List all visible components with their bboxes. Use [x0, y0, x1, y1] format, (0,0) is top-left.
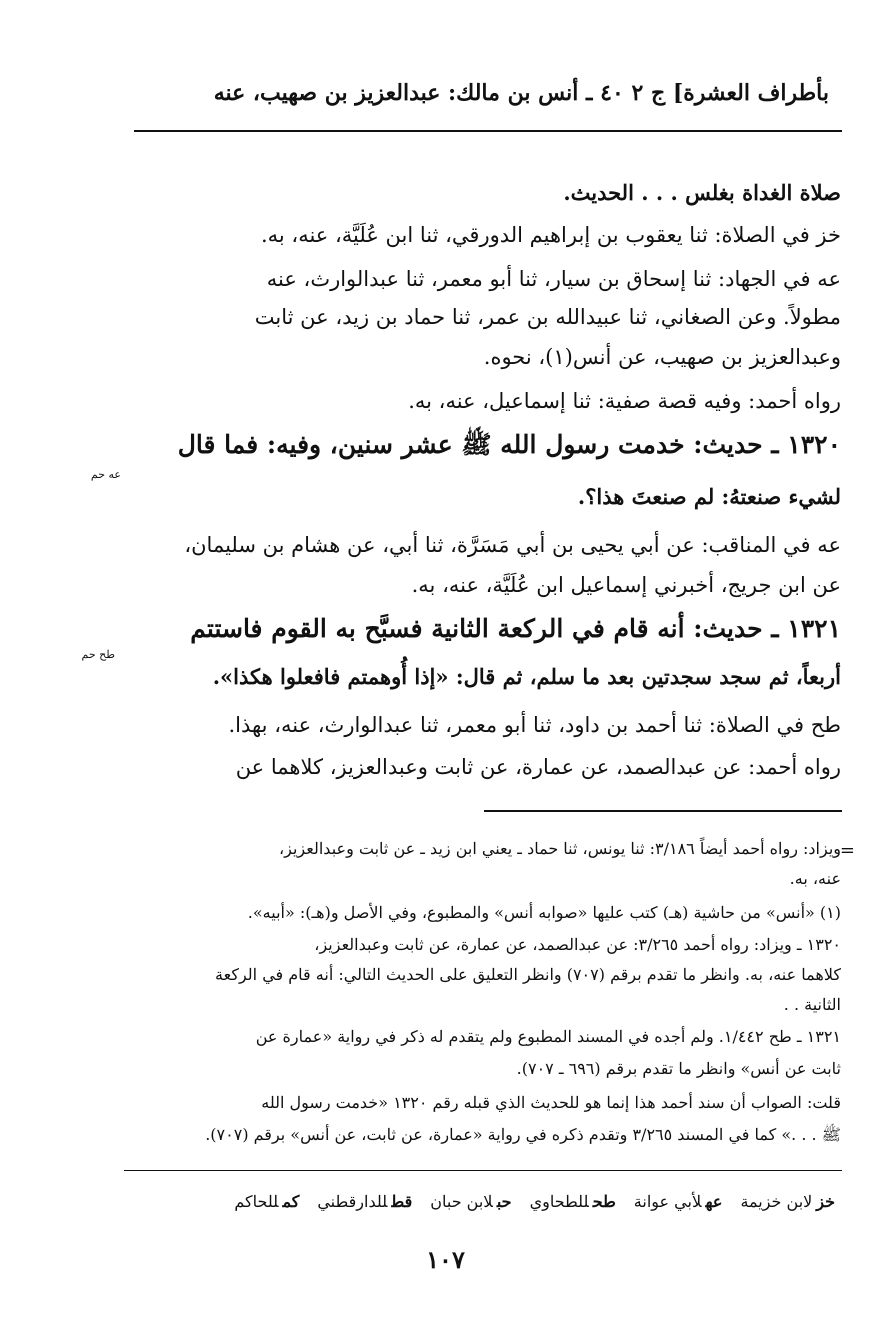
- footnote-line-4: ١٣٢٠ ـ ويزاد: رواه أحمد ٣/٢٦٥: عن عبدالصمد، عن عمارة، عن ثابت وعبدالعزيز،: [314, 935, 841, 954]
- hadith-1321-heading: ١٣٢١ ـ حديث: أنه قام في الركعة الثانية فسبَّح به القوم فاستتم: [190, 614, 841, 643]
- body-line-14: رواه أحمد: عن عبدالصمد، عن عمارة، عن ثابت وعبدالعزيز، كلاهما عن: [235, 755, 841, 779]
- footnote-line-10: ﷺ . . .» كما في المسند ٣/٢٦٥ وتقدم ذكره في رواية «عمارة، عن ثابت، عن أنس» برقم (٧٠٧).: [205, 1125, 841, 1144]
- legend-item: حبلابن حبان: [430, 1192, 512, 1211]
- marker-1321: طح حم: [81, 648, 115, 661]
- abbreviation-legend: [234, 1192, 835, 1211]
- footnote-line-7: ١٣٢١ ـ طح ١/٤٤٢. ولم أجده في المسند المطبوع ولم يتقدم له ذكر في رواية «عمارة عن: [255, 1027, 841, 1046]
- body-line-2: خز في الصلاة: ثنا يعقوب بن إبراهيم الدورقي، ثنا ابن عُلَيَّة، عنه، به.: [260, 223, 841, 247]
- body-line-4: مطولاً. وعن الصغاني، ثنا عبيدالله بن عمر، ثنا حماد بن زيد، عن ثابت: [254, 305, 841, 329]
- legend-item: كمللحاكم: [234, 1192, 300, 1211]
- footnote-line-9: قلت: الصواب أن سند أحمد هذا إنما هو للحديث الذي قبله رقم ١٣٢٠ «خدمت رسول الله: [261, 1093, 841, 1112]
- body-line-12: أربعاً، ثم سجد سجدتين بعد ما سلم، ثم قال: «إذا أُوهمتم فافعلوا هكذا».: [212, 664, 841, 689]
- footnote-rule: [484, 810, 842, 812]
- footnote-line-3: (١) «أنس» من حاشية (هـ) كتب عليها «صوابه أنس» والمطبوع، وفي الأصل و(هـ): «أبيه».: [247, 903, 841, 922]
- legend-rule: [124, 1170, 842, 1171]
- legend-item: عهلأبي عوانة: [633, 1192, 723, 1211]
- marker-1320: عه حم: [90, 468, 121, 481]
- header-rule: [134, 130, 842, 132]
- body-line-8: لشيء صنعتهُ: لم صنعتَ هذا؟.: [577, 484, 841, 509]
- body-line-3: عه في الجهاد: ثنا إسحاق بن سيار، ثنا أبو معمر، ثنا عبدالوارث، عنه: [266, 267, 841, 291]
- body-line-13: طح في الصلاة: ثنا أحمد بن داود، ثنا أبو معمر، ثنا عبدالوارث، عنه، بهذا.: [228, 713, 841, 737]
- body-line-10: عن ابن جريج، أخبرني إسماعيل ابن عُلَيَّة، عنه، به.: [411, 573, 841, 597]
- footnote-continuation-mark: =: [839, 840, 855, 861]
- body-line-1: صلاة الغداة بغلس . . . الحديث.: [563, 180, 841, 205]
- page-number: ١٠٧: [426, 1245, 465, 1274]
- footnote-line-2: عنه، به.: [789, 869, 841, 888]
- body-line-9: عه في المناقب: عن أبي يحيى بن أبي مَسَرَّة، ثنا أبي، عن هشام بن سليمان،: [184, 533, 841, 557]
- legend-item: طحللطحاوي: [529, 1192, 616, 1211]
- legend-item: قطللدارقطني: [317, 1192, 413, 1211]
- footnote-line-8: ثابت عن أنس» وانظر ما تقدم برقم (٦٩٦ ـ ٧٠٧).: [516, 1059, 841, 1078]
- running-header: بأطراف العشرة] ج ٢ ٤٠ ـ أنس بن مالك: عبدالعزيز بن صهيب، عنه: [213, 80, 829, 106]
- body-line-6: رواه أحمد: وفيه قصة صفية: ثنا إسماعيل، عنه، به.: [408, 389, 841, 413]
- footnote-line-1: ويزاد: رواه أحمد أيضاً ٣/١٨٦: ثنا يونس، ثنا حماد ـ يعني ابن زيد ـ عن ثابت وعبدالعزيز،: [278, 839, 841, 858]
- footnote-line-6: الثانية . .: [783, 995, 841, 1014]
- body-line-5: وعبدالعزيز بن صهيب، عن أنس(١)، نحوه.: [483, 345, 841, 369]
- legend-item: خزلابن خزيمة: [740, 1192, 835, 1211]
- hadith-1320-heading: ١٣٢٠ ـ حديث: خدمت رسول الله ﷺ عشر سنين، وفيه: فما قال: [177, 430, 841, 459]
- footnote-line-5: كلاهما عنه، به. وانظر ما تقدم برقم (٧٠٧) وانظر التعليق على الحديث التالي: أنه قام في الركعة: [215, 965, 841, 984]
